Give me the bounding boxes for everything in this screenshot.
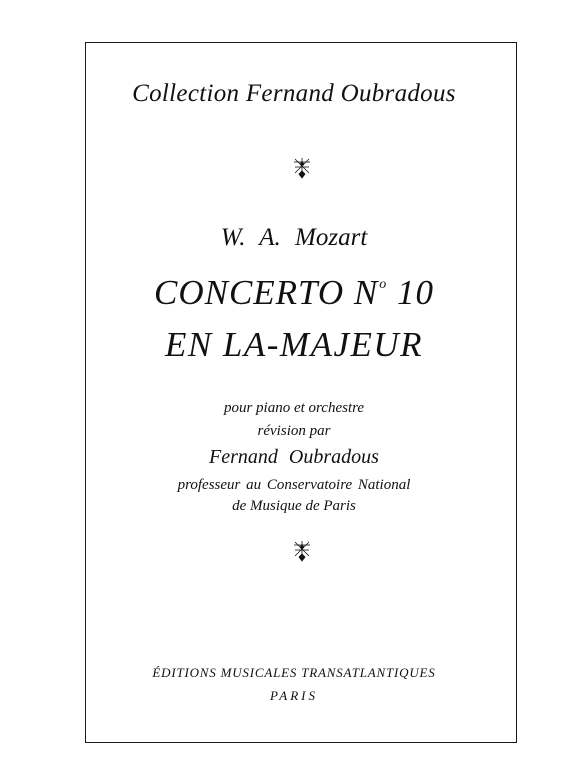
reviser-position-line-1: professeur au Conservatoire National [177,477,411,493]
title-line-1 [0,273,588,313]
title-number-superscript: o [379,277,388,292]
title-line-2: EN LA-MAJEUR [164,325,424,364]
publisher-name: ÉDITIONS MUSICALES TRANSATLANTIQUES [152,665,436,680]
fleuron-ornament-icon [292,540,312,562]
title-main: CONCERTO N [153,273,379,312]
instrumentation-text: pour piano et orchestre [223,400,365,416]
reviser-position-line-2: de Musique de Paris [232,498,356,514]
composer-name: W. A. Mozart [220,224,368,251]
fleuron-ornament-icon [292,157,312,179]
page-border-frame [85,42,517,743]
reviser-name: Fernand Oubradous [209,446,379,468]
collection-heading: Collection Fernand Oubradous [132,80,456,107]
title-number: 10 [387,273,435,312]
publisher-city: PARIS [270,688,318,703]
revision-label: révision par [257,423,331,439]
